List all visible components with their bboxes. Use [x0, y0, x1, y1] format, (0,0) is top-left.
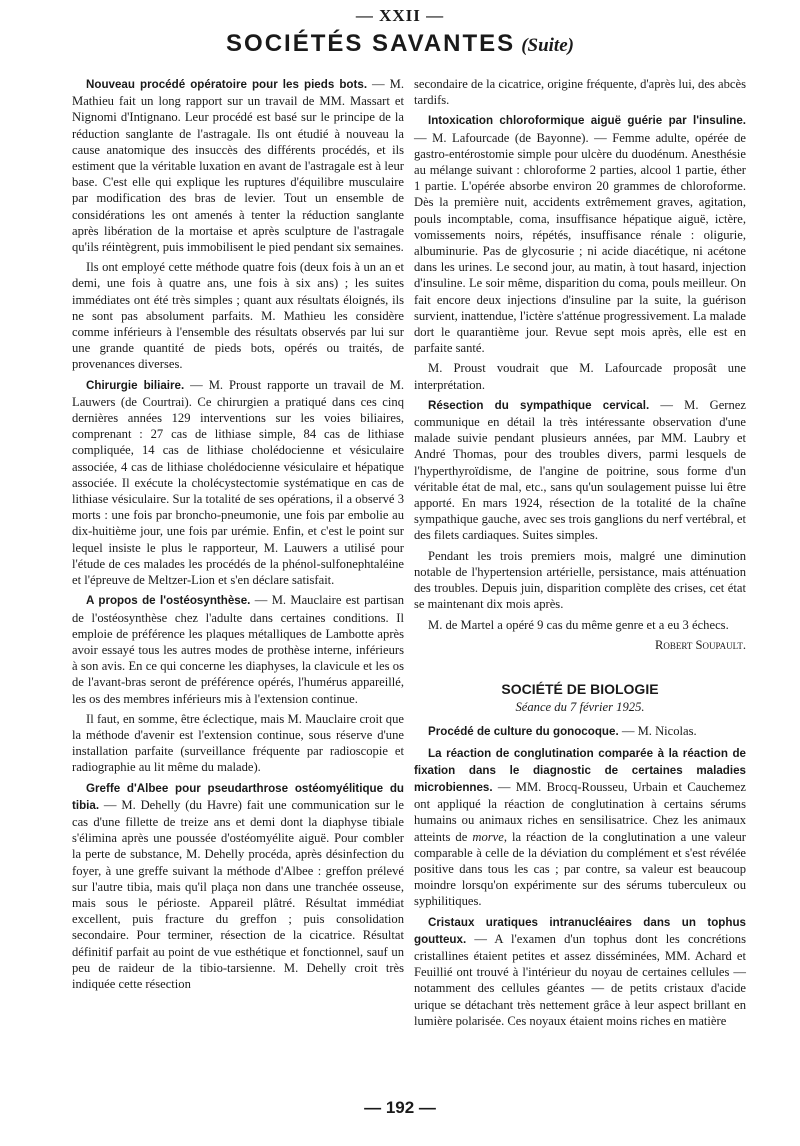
author-signature: Robert Soupault.: [654, 637, 746, 652]
article-title: A propos de l'ostéosynthèse.: [86, 594, 251, 608]
article-text: — M. Proust rapporte un travail de M. Lauwers (de Courtrai). Ce chirurgien a pratiqué dans ces cinq dernières années 129 interventions sur les voies biliaires, comprenant : 27 cas de lithiase simple, 84 cas de lithiase compliquée, 14 cas de lithiase cholédocienne et vésiculaire associée, 4 cas de lithiase cholédocienne vésiculaire et hépatique associée. Il exécute la cholécystectomie systématique en cas de lithiase vésiculaire. Sur la totalité de ses opérations, il a observé 3 morts : une fois par broncho-pneumonie, une fois par embolie au dix-huitième jour, une fois par urémie. Enfin, et c'est le point sur lequel insiste le plus le rapporteur, M. Lauwers a utilisé pour l'étude de ces malades les procédés de la phénol-sulfonephtaléine et l'épreuve de Meltzer-Lion et s'en déclare satisfait.: [72, 377, 404, 588]
article-chirurgie-biliaire: [72, 377, 404, 589]
article-title: Intoxication chloroformique aiguë guérie par l'insuline.: [428, 114, 746, 128]
italic-term: morve: [472, 829, 504, 844]
article-text: — M. Mathieu fait un long rapport sur un travail de MM. Massart et Nignomi d'Intignano. Leur procédé est basé sur le principe de la réduction sanglante de l'astragale. Ils ont étudié à nouveau la cause anatomique des insuccès des différents procédés, et ils estiment que la véritable luxation en avant de l'astragale est à leur base. C'est elle qui explique les ruptures d'équilibre musculaire par modification des bras de levier. Tout un ensemble de considérations les ont amenés à tenter la réduction sanglante après libération de la mortaise et après sculpture de l'astragale qu'ils réintègrent, puis immobilisent le pied pendant six semaines.: [72, 77, 404, 255]
section-title-suite: (Suite): [521, 35, 574, 56]
article-gonocoque: [414, 723, 746, 740]
article-text: — A l'examen d'un tophus dont les concrétions cristallines étaient petites et assez disséminées, MM. Achard et Feuillié ont trouvé à l'intérieur du noyau de certaines cellules — notamment des cellules géantes — de petits cristaux d'acide urique se détachant très nettement grâce à leur aspect brillant en lumière polarisée. Ces noyaux étaient moins riches en matière: [414, 931, 746, 1028]
article-title: Greffe d'Albee pour pseudarthrose ostéomyélitique du tibia.: [72, 781, 404, 812]
article-osteosynthese: [72, 592, 404, 706]
paragraph: Pendant les trois premiers mois, malgré une diminution notable de l'hypertension artérielle, persistance, mais atténuation des troubles. Depuis juin, disparition complète des crises, cet état se maintenant dix mois après.: [414, 548, 746, 612]
article-text: — M. Dehelly (du Havre) fait une communication sur le cas d'une fillette de treize ans et demi dont la diaphyse tibiale s'élimina après une poussée d'ostéomyélite aiguë. Pour combler la perte de substance, M. Dehelly procéda, après désinfection du foyer, à une greffe suivant la méthode d'Albee : greffon prélevé sur l'autre tibia, mais qu'il plaça non dans une tranchée osseuse, mais sous le périoste. Appareil plâtré. Résultat immédiat excellent, puis fracture du greffon ; puis consolidation secondaire. Pour terminer, résection de la cicatrice. Résultat définitif parfait au point de vue esthétique et fonctionnel, sauf un peu de raideur de la tibio-tarsienne. M. Dehelly croit très indiquée cette résection: [72, 797, 404, 991]
article-title: La réaction de conglutination comparée à la réaction de fixation dans le diagnostic de certaines maladies microbiennes.: [414, 746, 746, 794]
article-intoxication: [414, 112, 746, 356]
article-cristaux: [414, 914, 746, 1029]
section-title: [0, 30, 800, 58]
article-pieds-bots: [72, 76, 404, 255]
roman-page-marker: — XXII —: [355, 6, 445, 25]
paragraph: M. Proust voudrait que M. Lafourcade proposât une interprétation.: [414, 361, 746, 392]
page-number: — 192 —: [364, 1098, 436, 1117]
article-sympathique: [414, 397, 746, 544]
article-title: Cristaux uratiques intranucléaires dans un tophus goutteux.: [414, 915, 746, 946]
article-text: — MM. Brocq-Rousseu, Urbain et Cauchemez ont appliqué la réaction de conglutination à certains sérums humains ou animaux riches en sensilisatrice. Chez les animaux atteints de: [414, 779, 746, 844]
session-date: Séance du 7 février 1925.: [515, 700, 645, 715]
paragraph-continued: secondaire de la cicatrice, origine fréquente, d'après lui, des abcès tardifs.: [414, 77, 746, 108]
article-title: Nouveau procédé opératoire pour les pieds bots.: [86, 78, 368, 91]
article-text: — M. Gernez communique en détail la très intéressante observation d'une malade suivie pendant plusieurs années, par MM. Laubry et André Thomas, pour des troubles divers, parmi lesquels de l'hyperthyroïdisme, de l'angine de poitrine, sous forme d'un véritable état de mal, etc., sans qu'un soulagement puisse lui être apporté. En mars 1924, résection de la totalité de la chaîne sympathique gauche, avec ses trois ganglions du nerf vertébral, et des filets cardiaques. Suites simples.: [414, 397, 746, 543]
left-column: [72, 76, 404, 996]
article-text: — M. Lafourcade (de Bayonne). — Femme adulte, opérée de gastro-entérostomie simple pour ulcère du duodénum. Anesthésie au mélange suivant : chloroforme 2 parties, alcool 1 partie, éther 1 partie. L'opérée absorbe environ 20 grammes de chloroforme. Dès la première nuit, accidents extrêmement graves, agitation, pouls incomptable, coma, insuffisance hépatique aiguë, ictère, vomissements noirs, répétés, insuffisance rénale : oligurie, albuminurie. Pas de glycosurie ; ni acide diacétique, ni acétone dans les urines. Le second jour, au matin, à tout hasard, injection d'insuline. Le soir même, disparition du coma, pouls meilleur. On fait encore deux injections d'insuline par la suite, la guérison survient, inattendue, l'ictère s'atténue progressivement. La malade dort le quarantième jour. Revue sept mois après, elle est en parfaite santé.: [414, 130, 746, 356]
section-title-text: SOCIÉTÉS SAVANTES: [226, 30, 516, 57]
paragraph: Il faut, en somme, être éclectique, mais M. Mauclaire croit que la méthode d'avenir est l'extension continue, sous réserve d'une installation parfaite (surveillance fréquente par radioscopie et radiographie au lit même du malade).: [72, 711, 404, 775]
article-text: — M. Mauclaire est partisan de l'ostéosynthèse chez l'adulte dans certaines conditions. Il emploie de préférence les plaques métalliques de Lambotte après avoir essayé tous les autres modes de prothèse interne, inférieurs à son avis. En ce qui concerne les diaphyses, la clavicule et les os de l'avant-bras seront de préférence opérés, l'humérus appareillé, les os des membres inférieurs mis à l'extension continue.: [72, 593, 404, 706]
paragraph: M. de Martel a opéré 9 cas du même genre et a eu 3 échecs.: [428, 617, 729, 632]
article-text: , la réaction de la conglutination a une valeur comparable à celle de la déviation du complément et s'est révélée positive dans tous les cas ; par contre, sa valeur est beaucoup moindre lorsqu'on expérimente sur des sérums tuberculeux ou syphilitiques.: [414, 829, 746, 909]
article-text: — M. Nicolas.: [618, 724, 697, 739]
right-column: [414, 76, 746, 1033]
paragraph: Ils ont employé cette méthode quatre fois (deux fois à un an et demi, une fois à quatre ans, une fois à six ans) ; les suites immédiates ont été très simples ; quant aux résultats éloignés, ils ne sont pas absolument parfaits. M. Mathieu les considère comme inférieurs à l'ensemble des résultats observés par lui sur une grande quantité de pieds bots, opérés ou traités, de provenances diverses.: [72, 260, 404, 372]
article-title: Chirurgie biliaire.: [86, 378, 185, 392]
article-greffe-albee: [72, 780, 404, 993]
article-title: Procédé de culture du gonocoque.: [428, 725, 619, 739]
society-heading: SOCIÉTÉ DE BIOLOGIE: [501, 680, 659, 697]
article-title: Résection du sympathique cervical.: [428, 398, 650, 412]
article-conglutination: [414, 745, 746, 910]
